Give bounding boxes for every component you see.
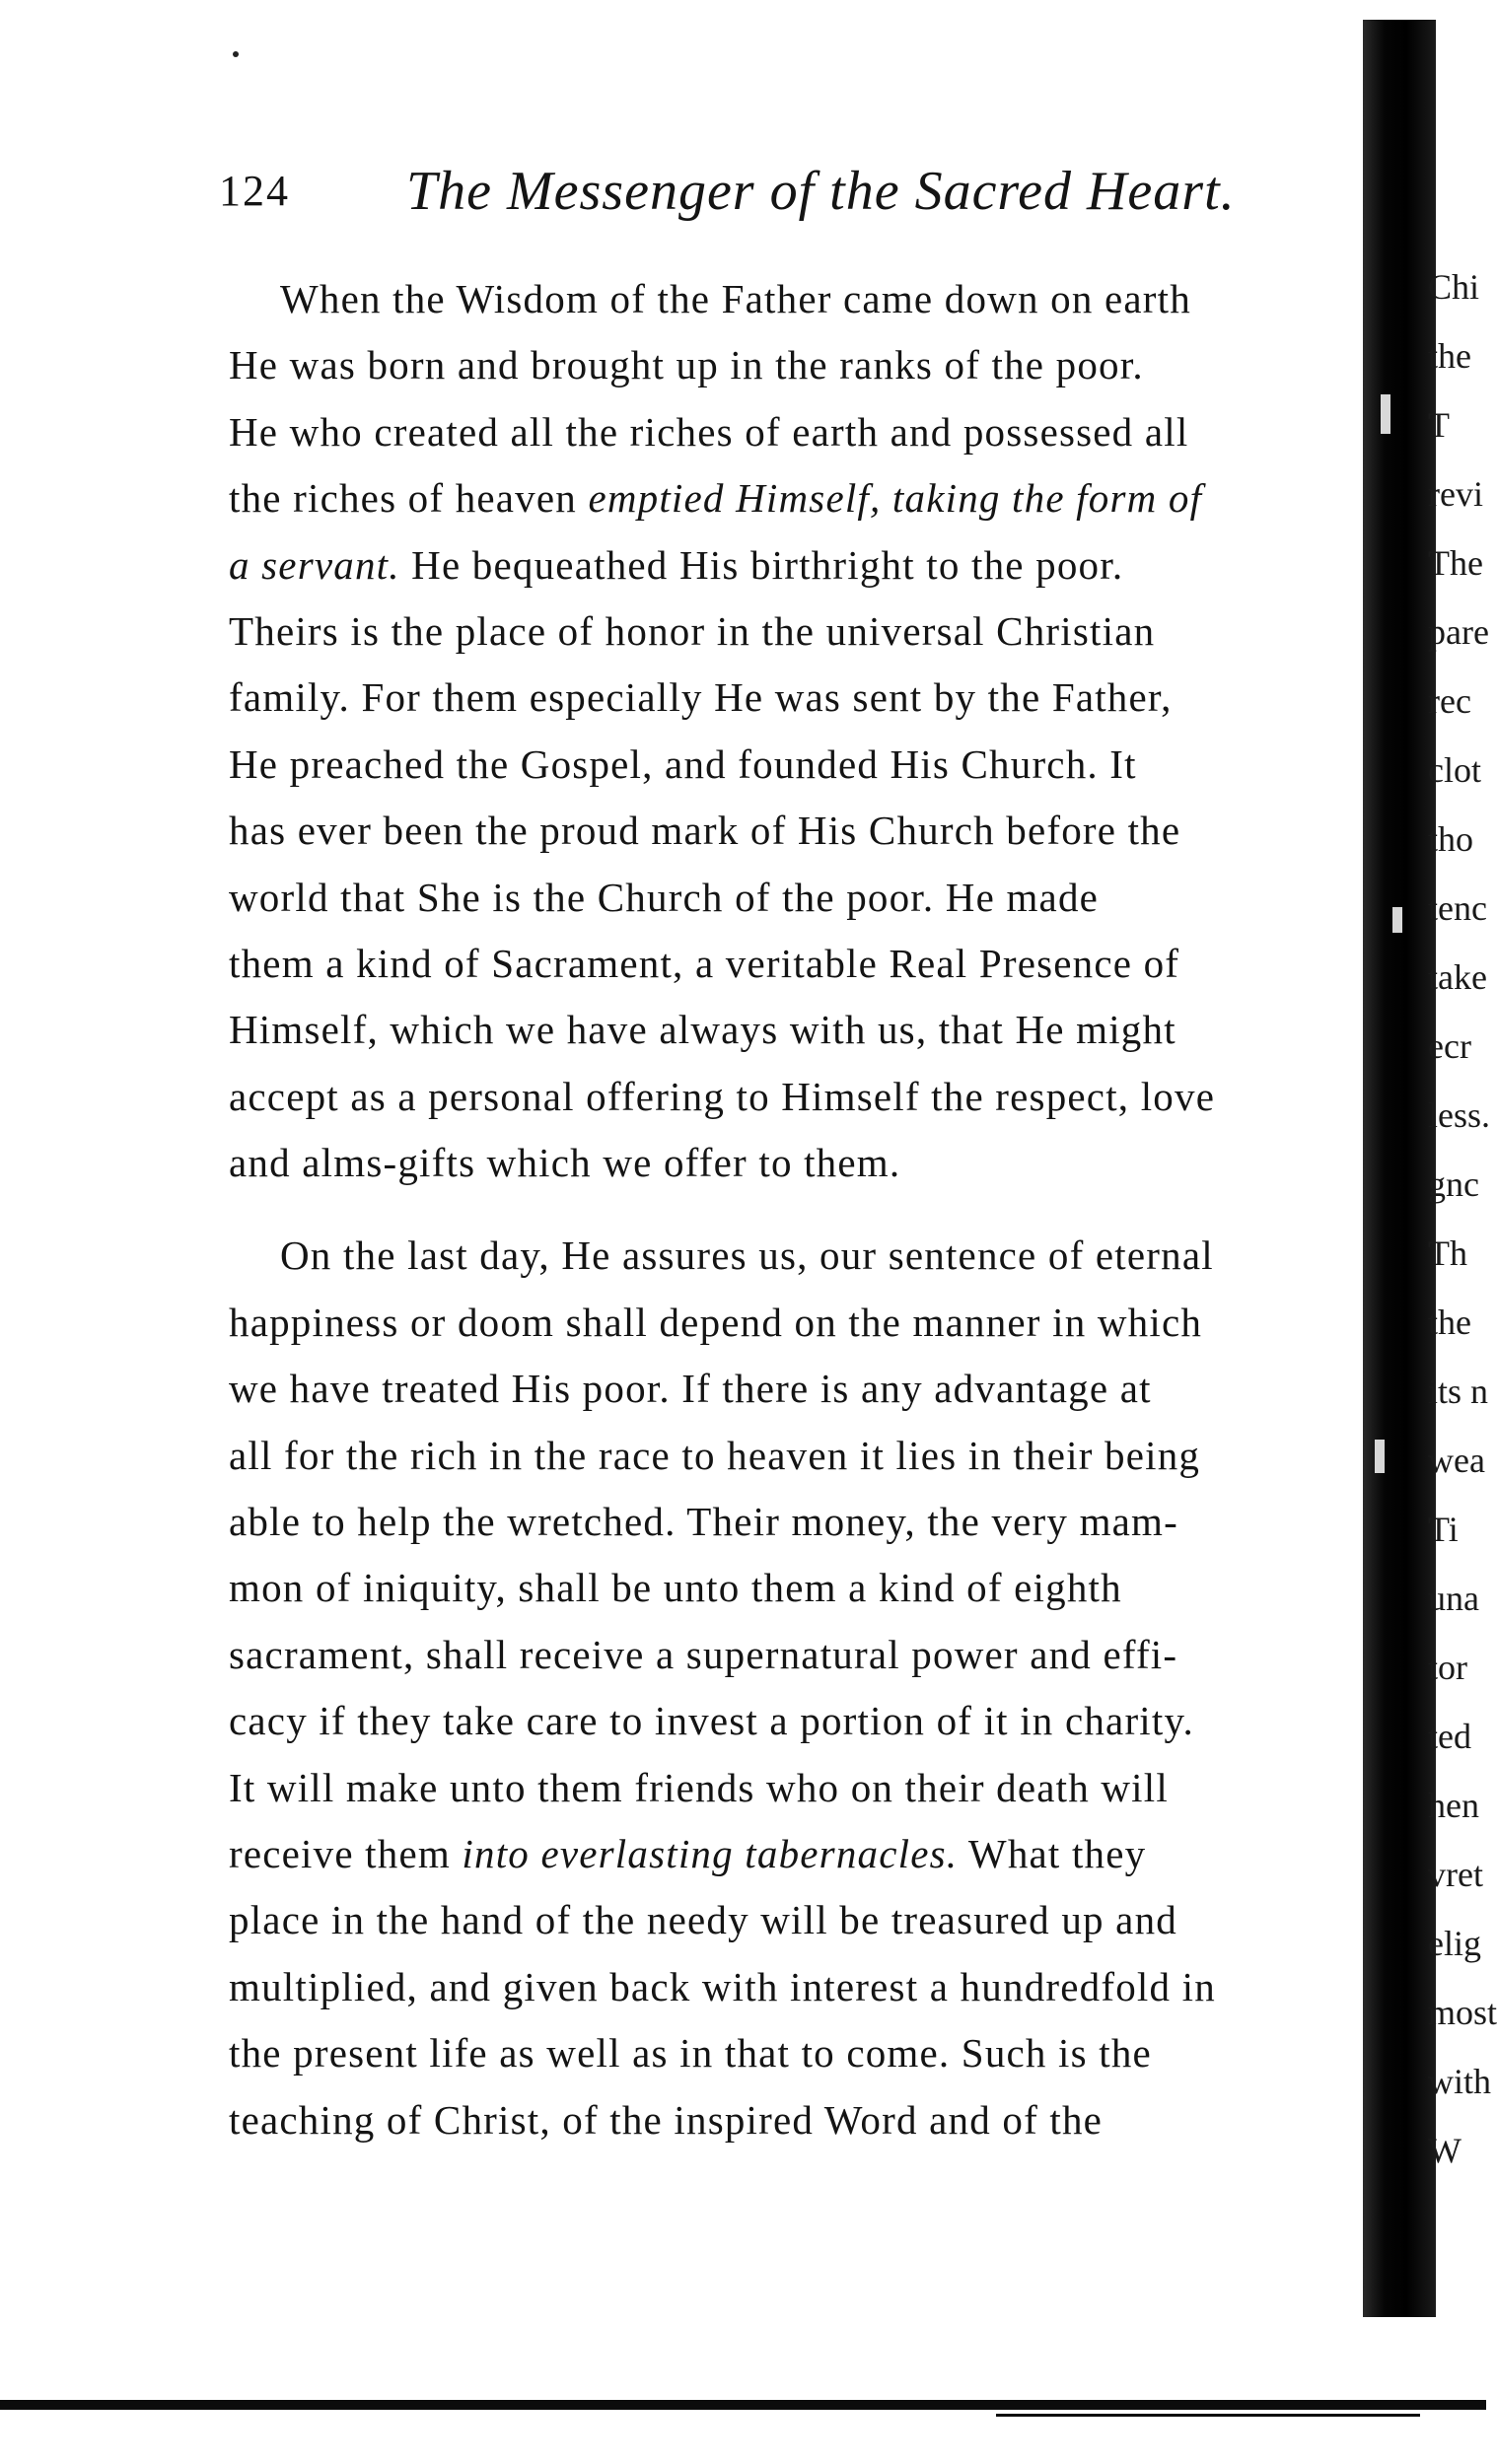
facing-page-fragment: most bbox=[1428, 1993, 1497, 2032]
facing-page-fragment: ecr bbox=[1428, 1026, 1471, 1066]
facing-page-fragment: tenc bbox=[1428, 888, 1487, 928]
facing-page-fragment: una bbox=[1428, 1579, 1479, 1618]
text-line: He preached the Gospel, and founded His Church. It bbox=[229, 740, 1137, 787]
ink-speck bbox=[233, 51, 239, 57]
facing-page-fragment: gnc bbox=[1428, 1164, 1479, 1204]
text-line: them a kind of Sacrament, a veritable Real Presence of bbox=[229, 940, 1180, 986]
paragraph-2 bbox=[229, 1223, 1377, 2152]
paragraph-1 bbox=[229, 266, 1377, 1196]
text-line: multiplied, and given back with interest a hundredfold in bbox=[229, 1963, 1216, 2009]
facing-page-fragment: ted bbox=[1428, 1717, 1471, 1756]
bottom-rule bbox=[0, 2400, 1486, 2410]
facing-page-fragment: pare bbox=[1428, 612, 1489, 652]
gutter-fleck bbox=[1375, 1440, 1385, 1473]
text-line: happiness or doom shall depend on the manner in which bbox=[229, 1299, 1203, 1345]
italic-phrase: into everlasting tabernacles. bbox=[462, 1830, 959, 1876]
facing-page-fragment: clot bbox=[1428, 750, 1481, 790]
text-line: Theirs is the place of honor in the universal Christian bbox=[229, 607, 1156, 654]
text-line: receive them into everlasting tabernacles. What they bbox=[229, 1830, 1147, 1876]
text-line: we have treated His poor. If there is any advantage at bbox=[229, 1366, 1152, 1412]
facing-page-fragment: take bbox=[1428, 957, 1487, 997]
facing-page-fragment: Th bbox=[1428, 1233, 1467, 1273]
text-line: Himself, which we have always with us, that He might bbox=[229, 1007, 1176, 1053]
italic-phrase: a servant. bbox=[229, 541, 400, 588]
text-line: It will make unto them friends who on their death will bbox=[229, 1764, 1169, 1810]
text-line: accept as a personal offering to Himself the respect, love bbox=[229, 1073, 1216, 1119]
facing-page-fragment: The bbox=[1428, 543, 1483, 583]
text-line: a servant. He bequeathed His birthright to the poor. bbox=[229, 541, 1124, 588]
text-line: He was born and brought up in the ranks of the poor. bbox=[229, 342, 1144, 388]
facing-page-fragment: Ti bbox=[1428, 1510, 1459, 1549]
facing-page-fragment: vret bbox=[1428, 1855, 1483, 1894]
gutter-fleck bbox=[1381, 394, 1390, 434]
text-line: cacy if they take care to invest a portion of it in charity. bbox=[229, 1698, 1194, 1744]
text-line: all for the rich in the race to heaven it lies in their being bbox=[229, 1432, 1201, 1478]
text-line: On the last day, He assures us, our sentence of eternal bbox=[280, 1232, 1214, 1279]
text-line: place in the hand of the needy will be treasured up and bbox=[229, 1897, 1177, 1943]
text-line: When the Wisdom of the Father came down on earth bbox=[280, 276, 1191, 321]
binding-gutter-shadow bbox=[1363, 20, 1436, 2317]
facing-page-fragment: hen bbox=[1428, 1786, 1479, 1825]
text-line: the riches of heaven emptied Himself, taking the form of bbox=[229, 475, 1203, 522]
italic-phrase: emptied Himself, taking the form of bbox=[588, 475, 1203, 522]
facing-page-fragment: tho bbox=[1428, 819, 1474, 859]
facing-page-fragment: elig bbox=[1428, 1924, 1481, 1963]
facing-page-fragment: its n bbox=[1428, 1372, 1489, 1411]
facing-page-fragment: with bbox=[1428, 2062, 1492, 2101]
facing-page-fragment: Chi bbox=[1428, 267, 1480, 307]
gutter-fleck bbox=[1392, 907, 1402, 933]
text-line: family. For them especially He was sent by the Father, bbox=[229, 674, 1173, 721]
facing-page-edge bbox=[1428, 266, 1497, 2288]
text-line: has ever been the proud mark of His Church before the bbox=[229, 808, 1181, 854]
facing-page-fragment: tor bbox=[1428, 1648, 1467, 1687]
text-line: able to help the wretched. Their money, the very mam- bbox=[229, 1499, 1178, 1545]
text-line: mon of iniquity, shall be unto them a kind of eighth bbox=[229, 1565, 1122, 1611]
text-line: He who created all the riches of earth and possessed all bbox=[229, 408, 1189, 455]
facing-page-fragment: less. bbox=[1428, 1095, 1490, 1135]
facing-page-fragment: T bbox=[1428, 405, 1450, 445]
running-title: The Messenger of the Sacred Heart. bbox=[406, 161, 1236, 222]
facing-page-fragment: revi bbox=[1428, 474, 1483, 514]
bottom-rule-thin bbox=[996, 2414, 1420, 2417]
text-line: and alms-gifts which we offer to them. bbox=[229, 1140, 901, 1186]
text-line: teaching of Christ, of the inspired Word and of the bbox=[229, 2096, 1104, 2143]
page-number: 124 bbox=[219, 167, 290, 215]
text-column bbox=[229, 266, 1377, 2228]
facing-page-fragment: rec bbox=[1428, 681, 1471, 721]
facing-page-fragment: W bbox=[1428, 2131, 1461, 2170]
facing-page-fragment: the bbox=[1428, 336, 1471, 376]
text-line: the present life as well as in that to come. Such is the bbox=[229, 2030, 1152, 2077]
text-line: sacrament, shall receive a supernatural power and effi- bbox=[229, 1631, 1178, 1677]
text-line: world that She is the Church of the poor. He made bbox=[229, 874, 1100, 920]
page-header bbox=[219, 161, 1343, 235]
facing-page-fragment: the bbox=[1428, 1302, 1471, 1342]
facing-page-fragment: wea bbox=[1428, 1441, 1485, 1480]
